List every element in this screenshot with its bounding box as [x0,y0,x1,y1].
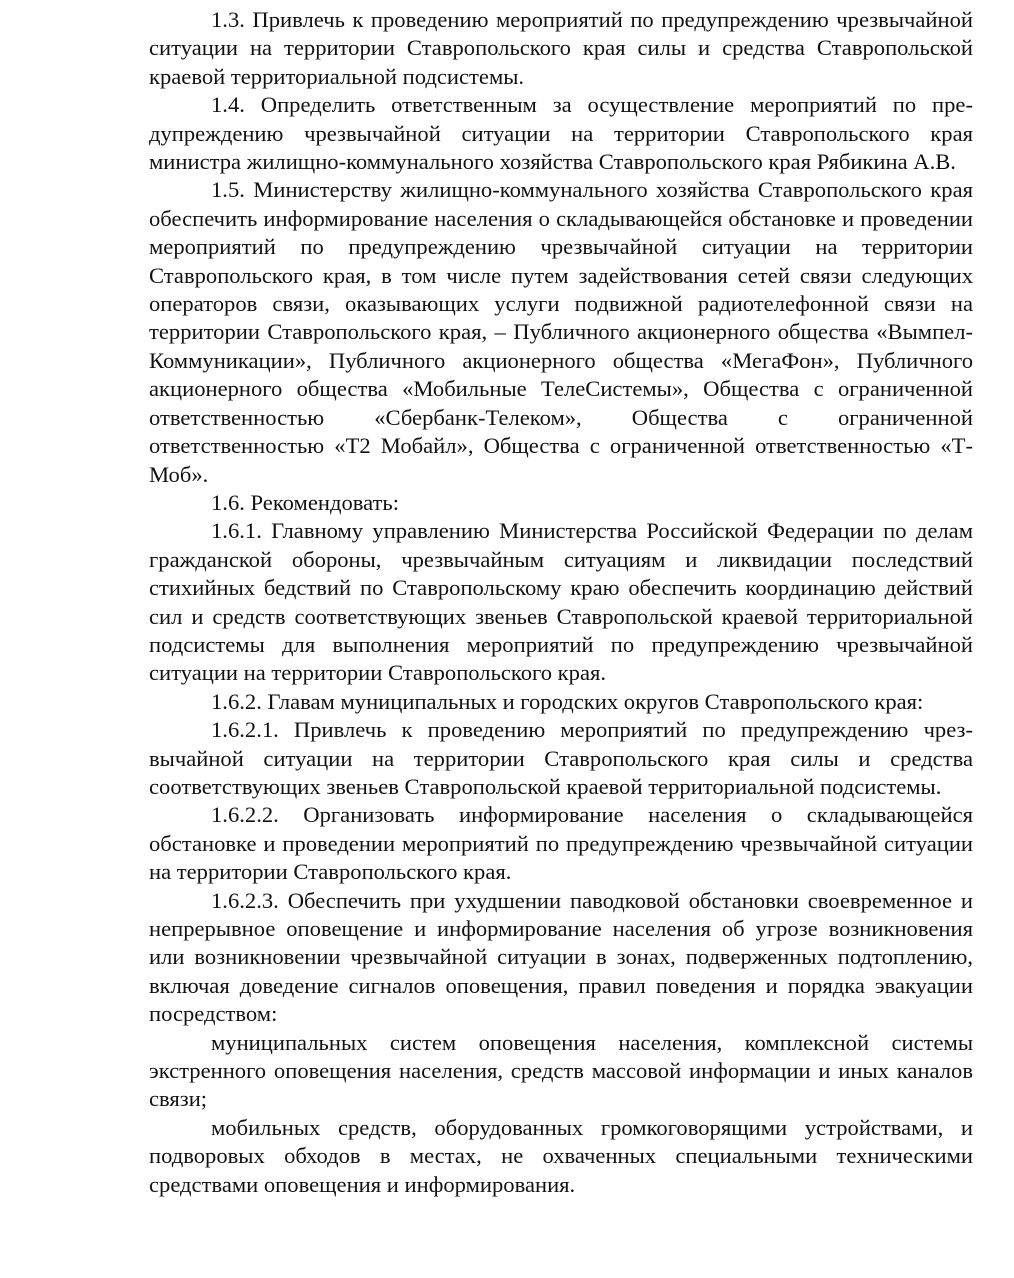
document-page [149,6,973,1199]
paragraph-1-6-2-1: 1.6.2.1. Привлечь к проведению мероприятий по предупреждению чрезвычайной ситуации на территории Ставропольского края силы и средства соответствующих звеньев Ставропольской краевой территориальной подсистемы. [149,717,973,799]
paragraph-1-6: 1.6. Рекомендовать: [211,489,400,515]
paragraph-mobile-means: мобильных средств, оборудованных громкоговорящими устройствами, и подворовых обходов в местах, не охваченных специальными техническими средствами оповещения и информирования. [149,1114,973,1197]
paragraph-1-6-2: 1.6.2. Главам муниципальных и городских округов Ставропольского края: [211,688,924,714]
paragraph-1-4: 1.4. Определить ответственным за осуществление мероприятий по предупреждению чрезвычайной ситуации на территории Ставропольского края министра жилищно-коммунального хозяйства Ставропольского края Рябикина А.В. [149,92,973,175]
paragraph-1-6-2-3: 1.6.2.3. Обеспечить при ухудшении паводковой обстановки своевременное и непрерывное оповещение и информирование населения об угрозе возникновения или возникновении чрезвычайной ситуации в зонах, подверженных подтоплению, включая доведение сигналов оповещения, правил поведения и порядка эвакуации посредством: [149,887,973,1027]
paragraph-1-6-2-2: 1.6.2.2. Организовать информирование населения о складывающейся обстановке и проведении мероприятий по предупреждению чрезвычайной ситуации на территории Ставропольского края. [149,802,973,885]
paragraph-notification-systems: муниципальных систем оповещения населения, комплексной системы экстренного оповещения населения, средств массовой информации и иных каналов связи; [149,1029,973,1112]
paragraph-1-3: 1.3. Привлечь к проведению мероприятий по предупреждению чрезвычайной ситуации на территории Ставропольского края силы и средства Ставропольской краевой территориальной подсистемы. [149,7,973,89]
paragraph-1-5: 1.5. Министерству жилищно-коммунального хозяйства Ставропольского края обеспечить информирование населения о складывающейся обстановке и проведении мероприятий по предупреждению чрезвычайной ситуации на территории Ставропольского края, в том числе путем задействования сетей связи следующих операторов связи, оказывающих услуги подвижной радиотелефонной связи на территории Ставропольского края, – Публичного акционерного общества «Вымпел-Коммуникации», Публичного акционерного общества «МегаФон», Публичного акционерного общества «Мобильные ТелеСистемы», Общества с ограниченной ответственностью «Сбербанк-Телеком», Общества с ограниченной ответственностью «Т2 Мобайл», Общества с ограниченной ответственностью «Т-Моб». [149,177,973,487]
paragraph-1-6-1: 1.6.1. Главному управлению Министерства Российской Федерации по делам гражданской обороны, чрезвычайным ситуациям и ликвидации последствий стихийных бедствий по Ставропольскому краю обеспечить координацию действий сил и средств соответствующих звеньев Ставропольской краевой территориальной подсистемы для выполнения мероприятий по предупреждению чрезвычайной ситуации на территории Ставропольского края. [149,518,973,686]
